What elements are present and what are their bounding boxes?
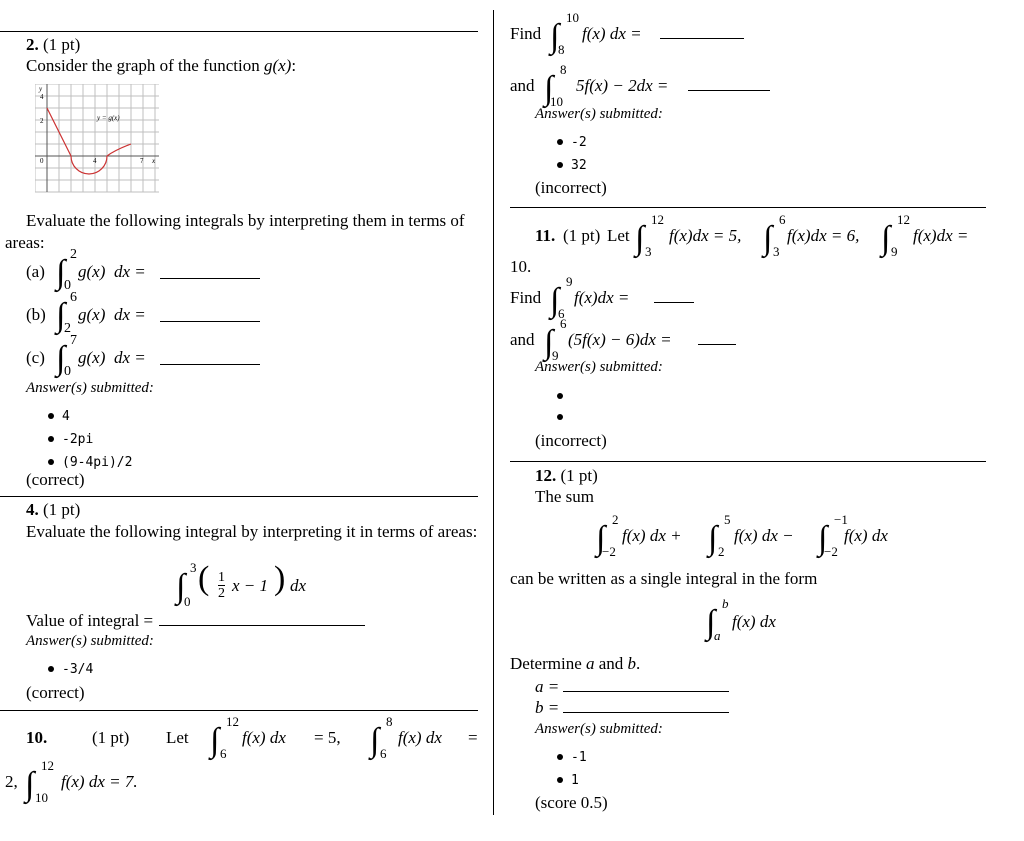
answer-blank-value[interactable] xyxy=(159,625,365,626)
answers-submitted-label: Answer(s) submitted: xyxy=(535,359,663,375)
part-a: (a) ∫ 2 0 g(x) dx = xyxy=(26,252,286,288)
problem-4-text: Evaluate the following integral by interpreting it in terms of areas: xyxy=(26,522,478,541)
integral-sign: ∫ xyxy=(550,282,560,319)
integral-sign: ∫ xyxy=(708,520,718,557)
graph-y-tick-4: 4 xyxy=(40,93,44,101)
integral-sign: ∫ xyxy=(763,220,773,257)
graph-x-tick-4: 4 xyxy=(93,157,97,165)
problem-4-integral: ∫ 3 0 ( $\frac{1}{2}$ x − 1 ) dx xyxy=(176,560,307,609)
problem-12-header xyxy=(535,466,598,486)
graph-y-tick-2: 2 xyxy=(40,117,44,125)
problem-12-sum-expression: ∫ 2 −2 f(x) dx + ∫ 5 2 f(x) dx − ∫ −1 −2 f(x) dx xyxy=(596,512,888,559)
answer-blank-and[interactable] xyxy=(688,90,770,91)
list-item: 1 xyxy=(557,768,587,791)
problem-number: 4. xyxy=(26,500,39,519)
answers-submitted-label: Answer(s) submitted: xyxy=(26,633,154,649)
column-divider xyxy=(493,10,494,815)
graph-x-label: x xyxy=(152,157,156,165)
answer-blank-find[interactable] xyxy=(654,302,694,303)
graph-g xyxy=(35,84,159,194)
value-of-integral: Value of integral = xyxy=(26,611,365,631)
answers-submitted-label: Answer(s) submitted: xyxy=(26,380,154,396)
rule-top-left xyxy=(0,31,478,32)
fraction: $\frac{1}{2}$ xyxy=(218,570,225,601)
problem-points: (1 pt) xyxy=(563,226,601,245)
rule-p10-left xyxy=(0,710,478,711)
problem-10-line1: 10. (1 pt) Let ∫ 12 6 f(x) dx = 5, ∫ 8 6 f(x) dx = xyxy=(26,714,478,761)
list-item: 4 xyxy=(48,404,132,427)
graph-curve-label: y = g(x) xyxy=(97,114,120,122)
problem-number: 10. xyxy=(26,728,48,747)
integral-sign: ∫ xyxy=(25,766,35,803)
answers-submitted-label: Answer(s) submitted: xyxy=(535,106,663,122)
graph-y-label: y xyxy=(39,85,43,93)
integral-sign: ∫ xyxy=(818,520,828,557)
problem-12-a-row: a = xyxy=(535,677,729,697)
rule-p11-right xyxy=(510,207,986,208)
part-c: (c) ∫ 7 0 g(x) dx = xyxy=(26,338,286,374)
answer-list xyxy=(557,745,587,791)
list-item xyxy=(557,384,571,405)
list-item: -2 xyxy=(557,130,587,153)
answer-blank-b[interactable] xyxy=(563,712,729,713)
problem-11-and: and ∫ 6 9 (5f(x) − 6)dx = xyxy=(510,318,750,364)
graph-x-tick-7: 7 xyxy=(140,157,144,165)
answer-list xyxy=(557,130,587,176)
status-badge: (incorrect) xyxy=(535,178,607,197)
problem-points: (1 pt) xyxy=(560,466,598,485)
problem-points: (1 pt) xyxy=(43,500,81,519)
integral-sign: ∫ xyxy=(544,70,554,107)
answer-list xyxy=(48,657,93,680)
answer-blank-find[interactable] xyxy=(660,38,744,39)
answer-blank-c[interactable] xyxy=(160,364,260,365)
integral-sign: ∫ xyxy=(635,220,645,257)
graph-grid xyxy=(35,84,159,192)
status-badge: (incorrect) xyxy=(535,431,607,450)
integral-sign: ∫ xyxy=(176,568,186,605)
integral-sign: ∫ xyxy=(706,604,716,641)
status-badge: (score 0.5) xyxy=(535,793,608,812)
problem-11-line1: 11. (1 pt) Let ∫ 12 3 f(x)dx = 5, ∫ 6 3 f(x)dx = 6, ∫ 12 9 f(x)dx = xyxy=(535,212,969,259)
answer-blank-and[interactable] xyxy=(698,344,736,345)
integral-sign: ∫ xyxy=(56,340,66,377)
problem-points: (1 pt) xyxy=(43,35,81,54)
problem-12-written: can be written as a single integral in the form xyxy=(510,569,818,588)
problem-2-header xyxy=(26,35,80,55)
integral-sign: ∫ xyxy=(550,18,560,55)
problem-12-the-sum: The sum xyxy=(535,487,595,506)
part-b: (b) ∫ 6 2 g(x) dx = xyxy=(26,295,286,331)
status-badge: (correct) xyxy=(26,683,85,702)
problem-10-and: and ∫ 8 10 5f(x) − 2dx = xyxy=(510,64,780,110)
problem-number: 2. xyxy=(26,35,39,54)
problem-number: 12. xyxy=(535,466,557,485)
problem-11-find: Find ∫ 9 6 f(x)dx = xyxy=(510,276,730,322)
problem-points: (1 pt) xyxy=(92,728,130,747)
list-item: 32 xyxy=(557,153,587,176)
answers-submitted-label: Answer(s) submitted: xyxy=(535,721,663,737)
integral-sign: ∫ xyxy=(56,254,66,291)
problem-2-eval-text: Evaluate the following integrals by interpreting them in terms of areas: xyxy=(5,211,465,252)
answer-blank-b[interactable] xyxy=(160,321,260,322)
list-item: -2pi xyxy=(48,427,132,450)
problem-10-line2: 2, ∫ 12 10 f(x) dx = 7. xyxy=(5,758,138,805)
problem-12-form: ∫ b a f(x) dx xyxy=(706,596,776,643)
integral-sign: ∫ xyxy=(56,297,66,334)
list-item xyxy=(557,405,571,426)
rule-p4-left xyxy=(0,496,478,497)
problem-12-b-row: b = xyxy=(535,698,729,718)
integral-sign: ∫ xyxy=(596,520,606,557)
integral-sign: ∫ xyxy=(881,220,891,257)
answer-blank-a[interactable] xyxy=(160,278,260,279)
graph-x-tick-0: 0 xyxy=(40,157,44,165)
problem-2-intro: Consider the graph of the function g(x): xyxy=(26,56,297,75)
answer-list xyxy=(48,404,132,473)
problem-4-header xyxy=(26,500,80,520)
list-item: (9-4pi)/2 xyxy=(48,450,132,473)
answer-list xyxy=(557,384,571,426)
problem-12-determine: Determine a and b. xyxy=(510,654,641,673)
list-item: -3/4 xyxy=(48,657,93,680)
problem-number: 11. xyxy=(535,226,556,245)
integral-sign: ∫ xyxy=(370,722,380,759)
list-item: -1 xyxy=(557,745,587,768)
rule-p12-right xyxy=(510,461,986,462)
integral-sign: ∫ xyxy=(210,722,220,759)
status-badge: (correct) xyxy=(26,470,85,489)
problem-11-cont: 10. xyxy=(510,257,532,276)
integral-sign: ∫ xyxy=(544,324,554,361)
answer-blank-a[interactable] xyxy=(563,691,729,692)
problem-10-find: Find ∫ 10 8 f(x) dx = xyxy=(510,12,770,58)
